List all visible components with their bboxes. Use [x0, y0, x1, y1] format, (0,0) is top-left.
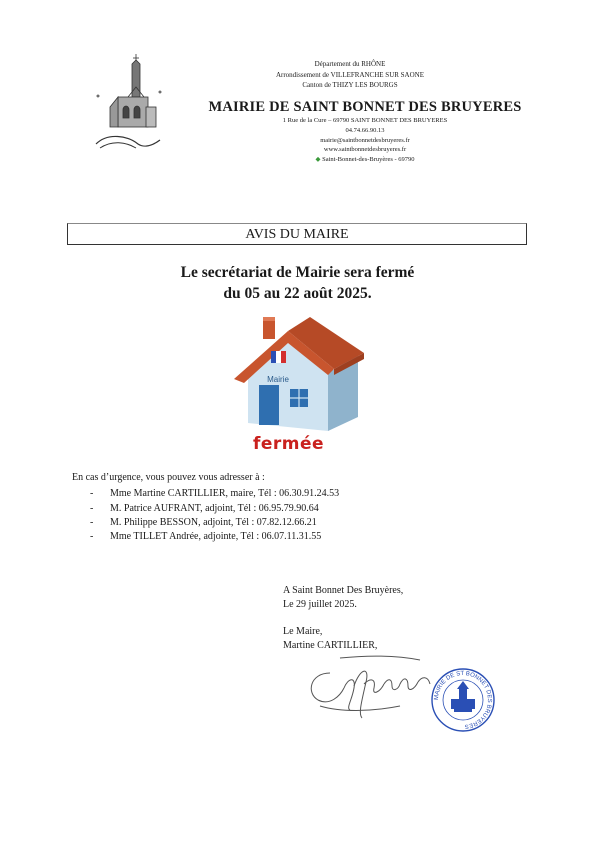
notice-banner [67, 223, 527, 245]
notice-line-1: Le secrétariat de Mairie sera fermé [180, 264, 415, 281]
contact-item: - M. Philippe BESSON, adjoint, Tél : 07.82.12.66.21 [90, 517, 317, 528]
signature-role: Le Maire, [283, 626, 323, 637]
contact-item: - Mme Martine CARTILLIER, maire, Tél : 06.30.91.24.53 [90, 488, 340, 499]
church-logo [88, 52, 168, 157]
leaf-icon: ◆ [315, 156, 321, 163]
website-line[interactable]: www.saintbonnetdesbruyeres.fr [323, 146, 407, 153]
address-line: 1 Rue de la Cure – 69790 SAINT BONNET DES BRUYERES [282, 117, 448, 124]
mairie-title: MAIRIE DE SAINT BONNET DES BRUYERES [208, 99, 522, 115]
official-stamp [430, 667, 496, 733]
signature-name: Martine CARTILLIER, [283, 640, 378, 651]
phone-line: 04.74.66.90.13 [345, 127, 385, 134]
signature-date: Le 29 juillet 2025. [283, 599, 357, 610]
contact-item: - Mme TILLET Andrée, adjointe, Tél : 06.07.11.31.55 [90, 531, 322, 542]
department-line: Département du RHÔNE [314, 60, 386, 68]
contacts-intro: En cas d’urgence, vous pouvez vous adresser à : [72, 472, 265, 483]
stamp-text: MAIRIE DE ST BONNET DES BRUYERES [433, 670, 493, 729]
notice-line-2: du 05 au 22 août 2025. [223, 285, 372, 302]
house-illustration [230, 313, 366, 433]
email-line[interactable]: mairie@saintbonnetdesbruyeres.fr [320, 137, 410, 144]
canton-line: Canton de THIZY LES BOURGS [302, 81, 398, 89]
house-sign-text: Mairie [267, 375, 289, 384]
signature-place: A Saint Bonnet Des Bruyères, [283, 585, 404, 596]
social-line[interactable] [180, 156, 550, 164]
handwritten-signature [300, 648, 440, 728]
banner-title: AVIS DU MAIRE [245, 227, 349, 242]
social-label: Saint-Bonnet-des-Bruyères - 69790 [322, 156, 415, 163]
closed-caption: fermée [253, 434, 325, 454]
contact-item: - M. Patrice AUFRANT, adjoint, Tél : 06.95.79.90.64 [90, 503, 319, 514]
arrondissement-line: Arrondissement de VILLEFRANCHE SUR SAONE [275, 71, 425, 79]
